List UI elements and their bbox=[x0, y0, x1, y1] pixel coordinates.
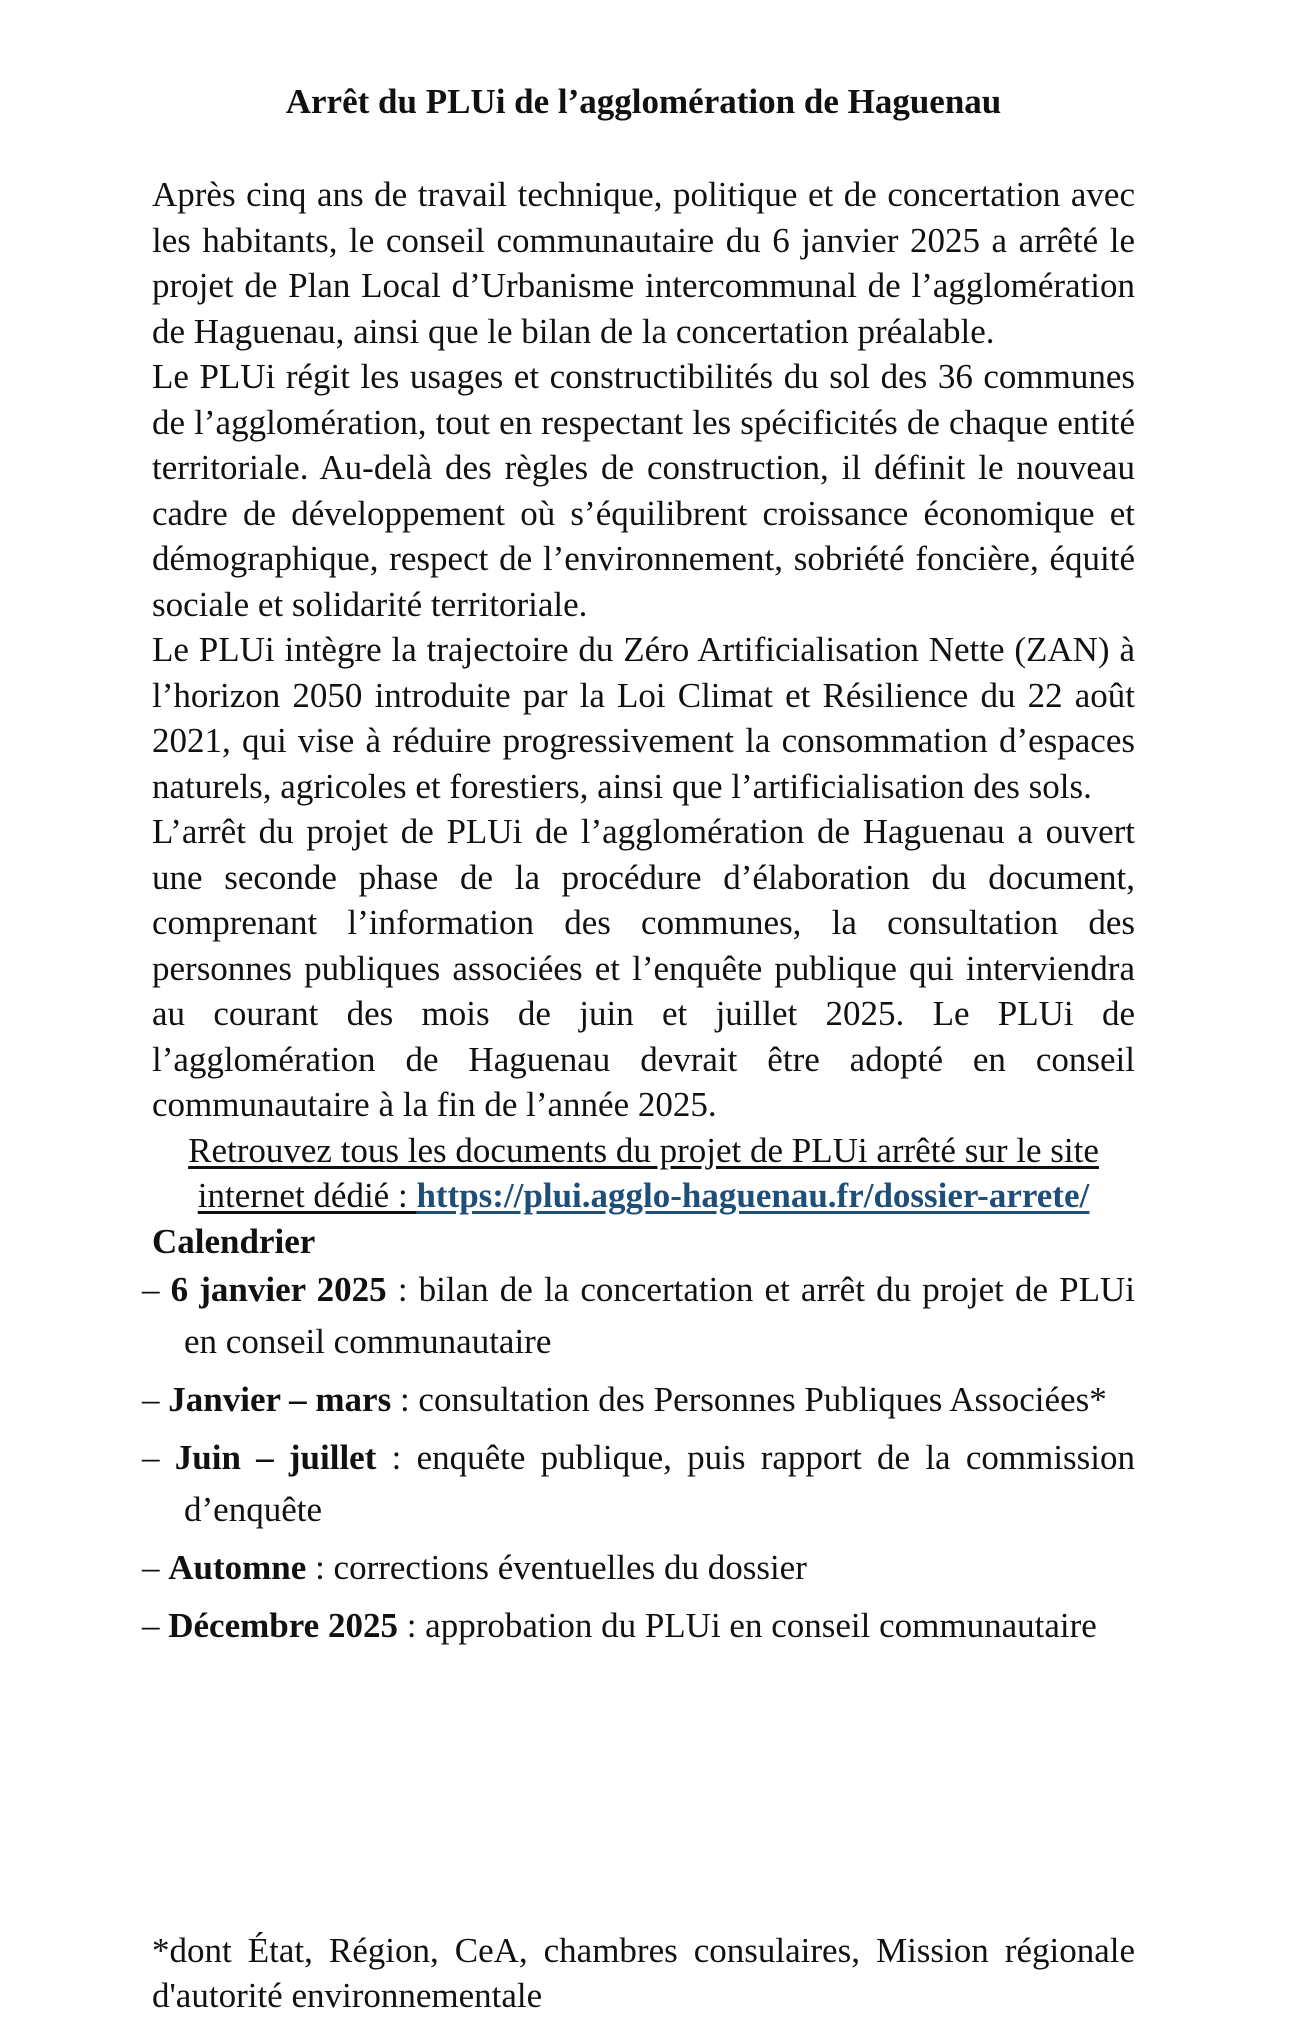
document-body bbox=[142, 172, 1136, 1658]
calendar-item bbox=[142, 1264, 1135, 1368]
paragraph-plui-scope: Le PLUi régit les usages et constructibilités du sol des 36 communes de l’agglomération, tout en respectant les spécificités de chaque entité territoriale. Au-delà des règles de construction, il définit le nouveau cadre de développement où s’équilibrent croissance économique et démographique, respect de l’environnement, sobriété foncière, équité sociale et solidarité territoriale. bbox=[152, 357, 1135, 624]
calendar-description: : consultation des Personnes Publiques Associées* bbox=[391, 1380, 1107, 1419]
calendar-dash: – bbox=[142, 1380, 169, 1419]
calendar-item bbox=[142, 1542, 1135, 1594]
documents-link-notice bbox=[152, 1128, 1135, 1219]
footnote: *dont État, Région, CeA, chambres consulaires, Mission régionale d'autorité environnementale bbox=[152, 1931, 1135, 2015]
calendar-dash: – bbox=[142, 1606, 169, 1645]
calendar-item bbox=[142, 1432, 1135, 1536]
paragraph-next-phase: L’arrêt du projet de PLUi de l’agglomération de Haguenau a ouvert une seconde phase de la procédure d’élaboration du document, comprenant l’information des communes, la consultation des personnes publiques associées et l’enquête publique qui interviendra au courant des mois de juin et juillet 2025. Le PLUi de l’agglomération de Haguenau devrait être adopté en conseil communautaire à la fin de l’année 2025. bbox=[152, 812, 1135, 1124]
calendar-description: : corrections éventuelles du dossier bbox=[306, 1548, 807, 1587]
calendar-description: : approbation du PLUi en conseil communautaire bbox=[397, 1606, 1097, 1645]
paragraph-intro: Après cinq ans de travail technique, politique et de concertation avec les habitants, le conseil communautaire du 6 janvier 2025 a arrêté le projet de Plan Local d’Urbanisme intercommunal de l’agglomération de Haguenau, ainsi que le bilan de la concertation préalable. bbox=[152, 175, 1135, 351]
calendar-date: Janvier – mars bbox=[168, 1380, 392, 1419]
document-title: Arrêt du PLUi de l’agglomération de Haguenau bbox=[285, 82, 1002, 121]
calendar-heading: Calendrier bbox=[152, 1221, 316, 1261]
calendar-dash: – bbox=[142, 1270, 171, 1309]
calendar-list bbox=[142, 1264, 1136, 1652]
calendar-item bbox=[142, 1374, 1135, 1426]
calendar-item bbox=[142, 1600, 1135, 1652]
documents-link-text: Retrouvez tous les documents du projet de PLUi arrêté sur le site internet dédié : bbox=[188, 1130, 1099, 1215]
paragraph-zan: Le PLUi intègre la trajectoire du Zéro Artificialisation Nette (ZAN) à l’horizon 2050 introduite par la Loi Climat et Résilience du 22 août 2021, qui vise à réduire progressivement la consommation d’espaces naturels, agricoles et forestiers, ainsi que l’artificialisation des sols. bbox=[152, 630, 1135, 806]
calendar-description: : enquête publique, puis rapport de la commission d’enquête bbox=[184, 1438, 1136, 1529]
calendar-date: Automne bbox=[168, 1548, 307, 1587]
calendar-date: Décembre 2025 bbox=[168, 1606, 398, 1645]
calendar-description: : bilan de la concertation et arrêt du projet de PLUi en conseil communautaire bbox=[184, 1270, 1135, 1361]
plui-website-link[interactable]: https://plui.agglo-haguenau.fr/dossier-arrete/ bbox=[416, 1176, 1090, 1215]
calendar-dash: – bbox=[142, 1548, 169, 1587]
calendar-date: Juin – juillet bbox=[174, 1438, 377, 1477]
calendar-date: 6 janvier 2025 bbox=[170, 1270, 387, 1309]
calendar-dash: – bbox=[142, 1438, 175, 1477]
